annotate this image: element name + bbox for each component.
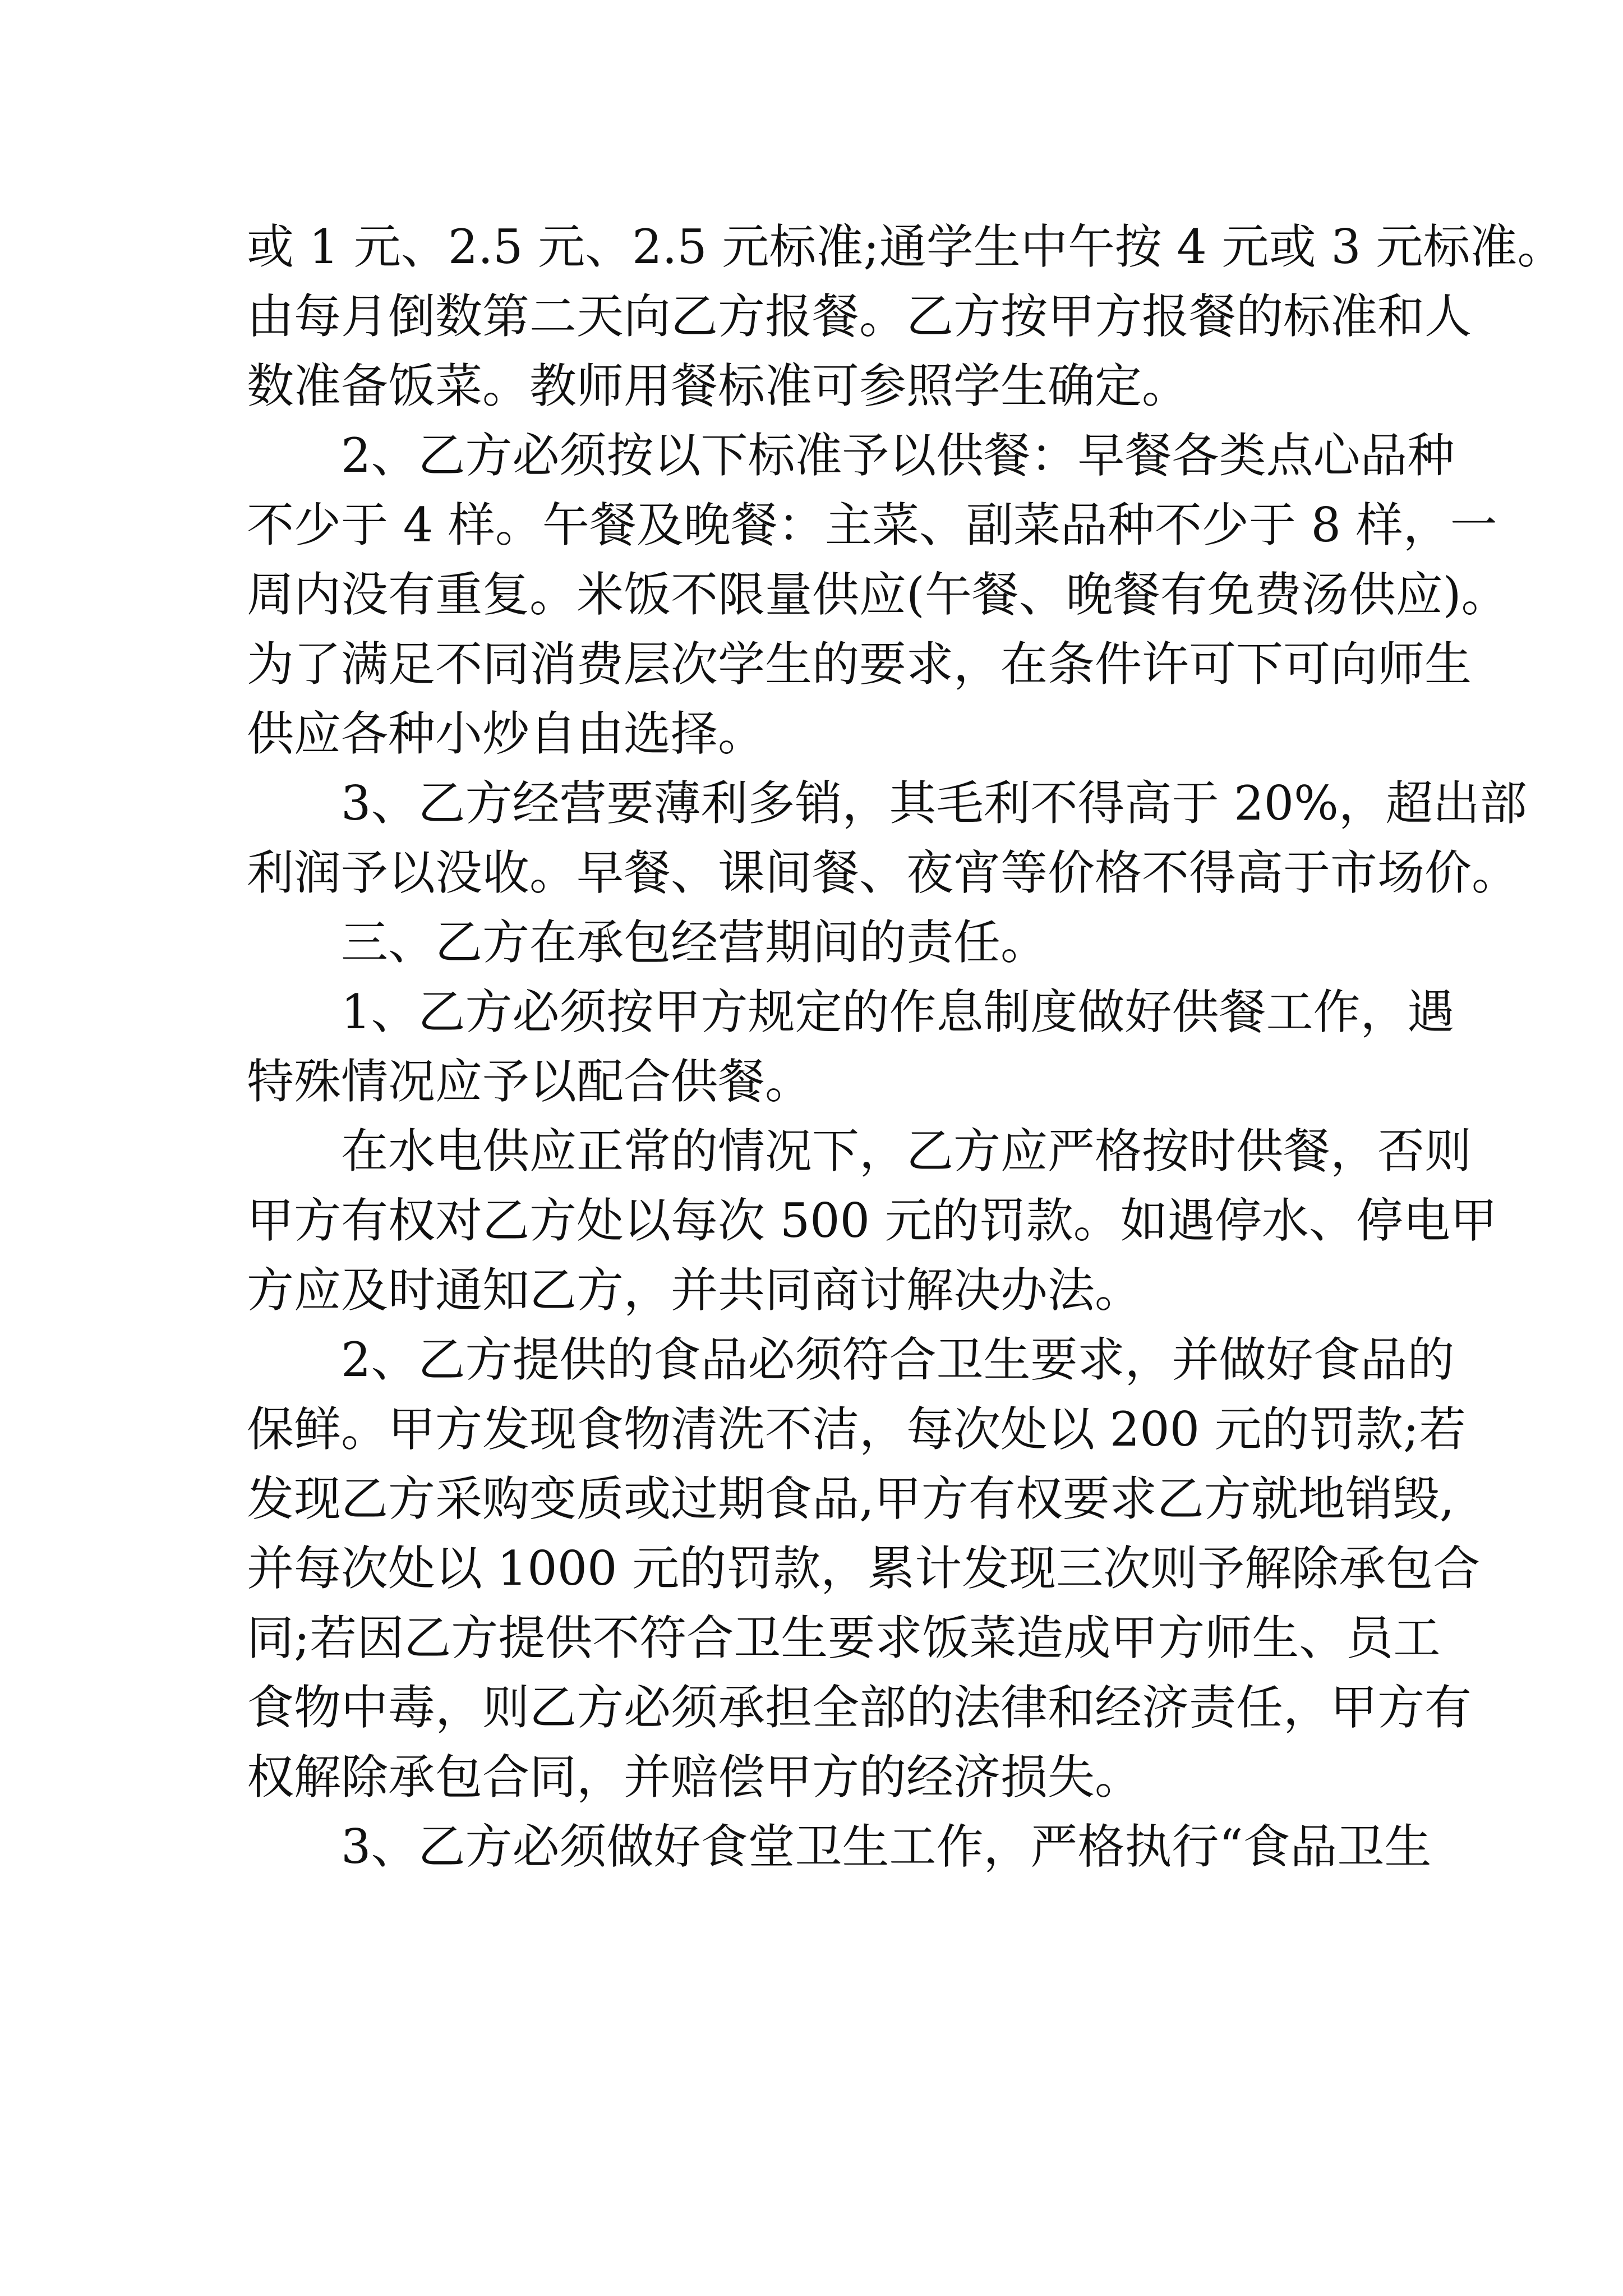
text-line: 方应及时通知乙方，并共同商讨解决办法。 [247, 1263, 1142, 1318]
text-line: 1、乙方必须按甲方规定的作息制度做好供餐工作，遇 [341, 984, 1455, 1039]
text-line: 周内没有重复。米饭不限量供应(午餐、晚餐有免费汤供应)。 [247, 567, 1509, 622]
text-line: 或 1 元、2.5 元、2.5 元标准;通学生中午按 4 元或 3 元标准。 [247, 219, 1565, 274]
document-body [247, 212, 1565, 1881]
text-line: 为了满足不同消费层次学生的要求，在条件许可下可向师生 [247, 637, 1472, 692]
text-line: 3、乙方经营要薄利多销，其毛利不得高于 20%，超出部 [341, 776, 1527, 831]
text-line: 特殊情况应予以配合供餐。 [247, 1054, 813, 1109]
text-line: 3、乙方必须做好食堂卫生工作，严格执行“食品卫生 [341, 1819, 1432, 1874]
text-line: 2、乙方必须按以下标准予以供餐：早餐各类点心品种 [341, 428, 1455, 483]
text-line: 不少于 4 样。午餐及晚餐：主菜、副菜品种不少于 8 样，一 [247, 498, 1497, 553]
text-line: 由每月倒数第二天向乙方报餐。乙方按甲方报餐的标准和人 [247, 289, 1472, 344]
section-heading: 三、乙方在承包经营期间的责任。 [341, 915, 1048, 970]
text-line: 保鲜。甲方发现食物清洗不洁，每次处以 200 元的罚款;若 [247, 1402, 1467, 1457]
text-line: 并每次处以 1000 元的罚款，累计发现三次则予解除承包合 [247, 1541, 1481, 1596]
text-line: 同;若因乙方提供不符合卫生要求饭菜造成甲方师生、员工 [247, 1611, 1441, 1665]
text-line: 数准备饭菜。教师用餐标准可参照学生确定。 [247, 358, 1189, 413]
text-line: 权解除承包合同，并赔偿甲方的经济损失。 [247, 1750, 1142, 1805]
text-line: 食物中毒，则乙方必须承担全部的法律和经济责任，甲方有 [247, 1680, 1472, 1735]
text-line: 利润予以没收。早餐、课间餐、夜宵等价格不得高于市场价。 [247, 845, 1519, 900]
text-line: 发现乙方采购变质或过期食品,甲方有权要求乙方就地销毁, [247, 1471, 1455, 1526]
text-line: 2、乙方提供的食品必须符合卫生要求，并做好食品的 [341, 1332, 1455, 1387]
text-line: 甲方有权对乙方处以每次 500 元的罚款。如遇停水、停电甲 [247, 1193, 1497, 1248]
text-line: 在水电供应正常的情况下，乙方应严格按时供餐，否则 [341, 1124, 1472, 1179]
text-line: 供应各种小炒自由选择。 [247, 706, 766, 761]
